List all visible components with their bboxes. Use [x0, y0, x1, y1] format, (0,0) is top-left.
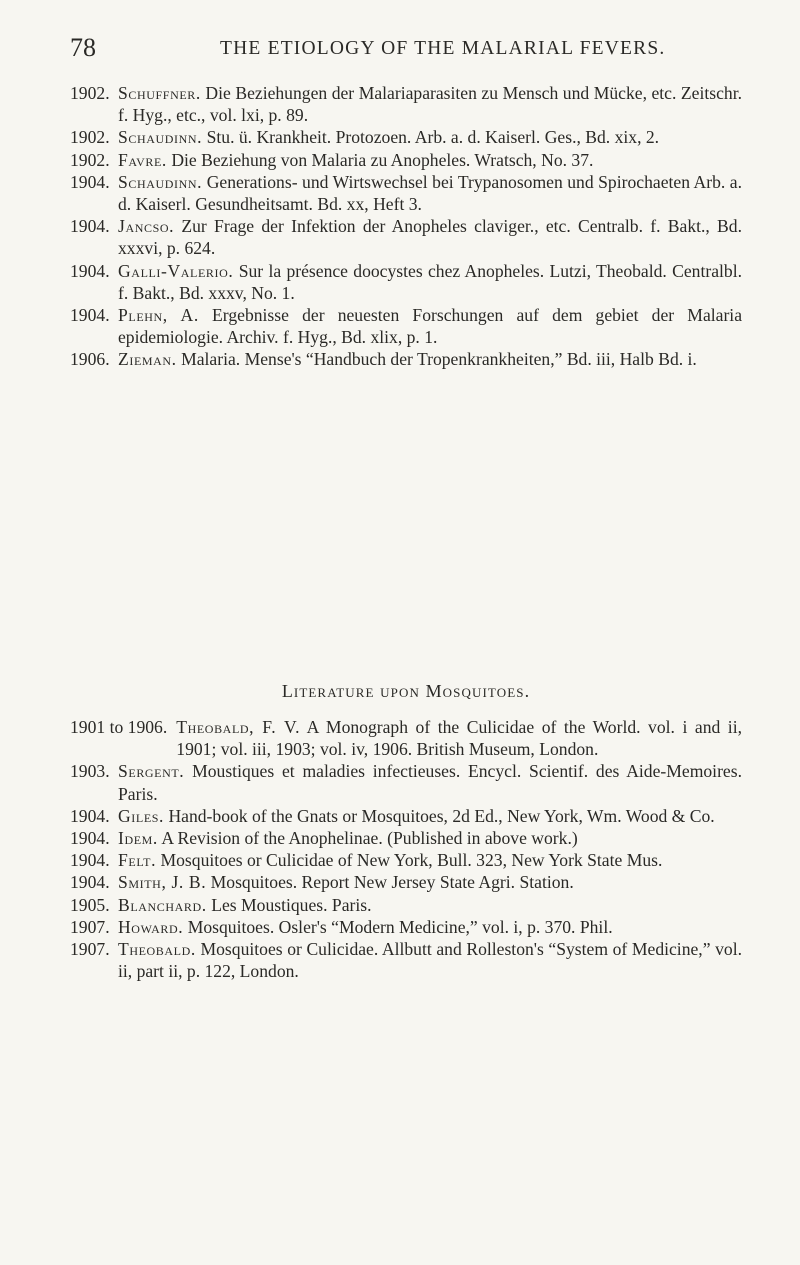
- bib-entry: [70, 716, 742, 760]
- entry-citation: A Revision of the Anophelinae. (Published in above work.): [161, 828, 578, 849]
- entry-citation: Die Beziehung von Malaria zu Anopheles. Wratsch, No. 37.: [171, 149, 594, 170]
- entry-year: 1906.: [70, 349, 110, 370]
- entry-author: Theobald, F. V.: [176, 717, 301, 737]
- entry-citation: Ergebnisse der neuesten Forschungen auf dem gebiet der Malaria epidemiologie. Archiv. f. Hyg., Bd. xlix, p. 1.: [118, 305, 743, 348]
- entry-year: 1902.: [70, 149, 110, 170]
- entry-year: 1903.: [70, 761, 110, 782]
- bib-entry: [70, 126, 742, 148]
- entry-year: 1904.: [70, 171, 110, 192]
- bib-entry: [70, 938, 742, 982]
- entry-author: Blanchard.: [118, 894, 207, 915]
- entry-author: Smith, J. B.: [118, 872, 207, 893]
- bib-entry: [70, 760, 742, 804]
- page-header: [70, 33, 742, 63]
- mosquito-bibliography: [70, 716, 742, 982]
- entry-citation: Mosquitoes. Osler's “Modern Medicine,” vol. i, p. 370. Phil.: [187, 916, 613, 937]
- entry-year: 1902.: [70, 83, 110, 103]
- section-heading: Literature upon Mosquitoes.: [281, 681, 531, 701]
- entry-year: 1907.: [70, 916, 110, 937]
- bib-entry: [70, 849, 742, 871]
- entry-citation: A Monograph of the Culicidae of the World. vol. i and ii, 1901; vol. iii, 1903; vol. iv, 1906. British Museum, London.: [176, 717, 742, 760]
- bib-entry: [70, 916, 742, 938]
- entry-citation: Mosquitoes. Report New Jersey State Agri. Station.: [210, 872, 574, 893]
- entry-author: Favre.: [118, 149, 167, 170]
- bib-entry: [70, 304, 742, 348]
- malaria-bibliography: [70, 82, 742, 371]
- bib-entry: [70, 82, 742, 126]
- bib-entry: [70, 149, 742, 171]
- entry-author: Zieman.: [118, 349, 177, 370]
- running-head: THE ETIOLOGY OF THE MALARIAL FEVERS.: [220, 38, 666, 59]
- bib-entry: [70, 171, 742, 215]
- bib-entry: [70, 827, 742, 849]
- entry-year: 1904.: [70, 850, 110, 871]
- entry-author: Galli-Valerio.: [118, 260, 234, 281]
- entry-year: 1904.: [70, 828, 110, 849]
- entry-author: Felt.: [118, 850, 157, 871]
- entry-year: 1904.: [70, 216, 110, 237]
- entry-author: Idem.: [118, 828, 158, 849]
- entry-citation: Les Moustiques. Paris.: [211, 894, 372, 915]
- entry-citation: Zur Frage der Infektion der Anopheles claviger., etc. Centralb. f. Bakt., Bd. xxxvi, p. 624.: [118, 216, 742, 259]
- entry-citation: Malaria. Mense's “Handbuch der Tropenkrankheiten,” Bd. iii, Halb Bd. i.: [181, 349, 697, 370]
- entry-author: Schuffner.: [118, 83, 201, 103]
- entry-citation: Sur la présence doocystes chez Anopheles. Lutzi, Theobald. Centralbl. f. Bakt., Bd. xxxv, No. 1.: [118, 260, 743, 303]
- entry-year: 1902.: [70, 127, 110, 148]
- entry-author: Sergent.: [118, 761, 185, 782]
- entry-year: 1904.: [70, 872, 110, 893]
- entry-citation: Generations- und Wirtswechsel bei Trypanosomen und Spirochaeten Arb. a. d. Kaiserl. Gesundheitsamt. Bd. xx, Heft 3.: [118, 171, 742, 215]
- entry-year: 1905.: [70, 894, 110, 915]
- entry-year: 1904.: [70, 805, 110, 826]
- entry-citation: Mosquitoes or Culicidae. Allbutt and Rolleston's “System of Medicine,” vol. ii, part ii, p. 122, London.: [118, 939, 742, 982]
- entry-citation: Hand-book of the Gnats or Mosquitoes, 2d Ed., New York, Wm. Wood & Co.: [168, 805, 715, 826]
- bib-entry: [70, 805, 742, 827]
- page-number: 78: [70, 33, 96, 62]
- entry-year: 1907.: [70, 939, 110, 960]
- bib-entry: [70, 871, 742, 893]
- entry-author: Schaudinn.: [118, 127, 203, 148]
- entry-year: 1904.: [70, 305, 110, 326]
- entry-author: Giles.: [118, 805, 165, 826]
- entry-author: Howard.: [118, 916, 184, 937]
- entry-author: Jancso.: [118, 216, 175, 237]
- entry-year: 1904.: [70, 260, 110, 281]
- entry-citation: Moustiques et maladies infectieuses. Encycl. Scientif. des Aide-Memoires. Paris.: [118, 761, 742, 804]
- bib-entry: [70, 215, 742, 259]
- entry-author: Schaudinn.: [118, 171, 203, 192]
- entry-year: 1901 to 1906.: [70, 717, 168, 737]
- bib-entry: [70, 348, 742, 370]
- bib-entry: [70, 894, 742, 916]
- entry-citation: Stu. ü. Krankheit. Protozoen. Arb. a. d. Kaiserl. Ges., Bd. xix, 2.: [206, 127, 660, 148]
- entry-citation: Die Beziehungen der Malariaparasiten zu Mensch und Mücke, etc. Zeitschr. f. Hyg., etc., vol. lxi, p. 89.: [118, 83, 742, 126]
- entry-citation: Mosquitoes or Culicidae of New York, Bull. 323, New York State Mus.: [160, 850, 663, 871]
- entry-author: Plehn, A.: [118, 305, 199, 326]
- entry-author: Theobald.: [118, 939, 196, 960]
- bib-entry: [70, 260, 742, 304]
